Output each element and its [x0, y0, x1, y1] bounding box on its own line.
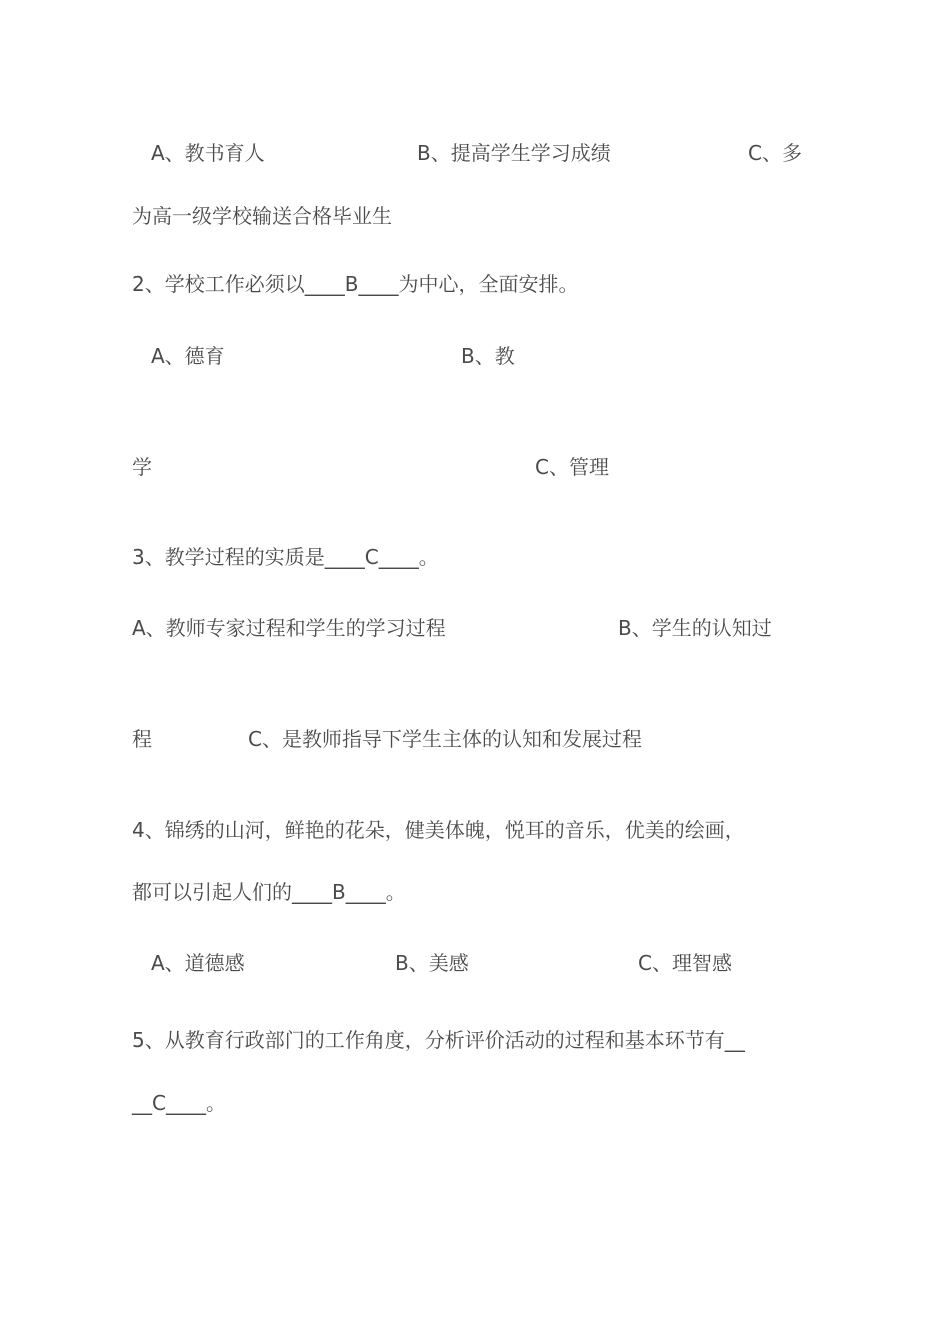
q4-option-c: C、理智感 — [638, 951, 732, 975]
q2-option-b: B、教 — [461, 344, 515, 368]
q3-option-b-continued: 程 — [132, 727, 152, 751]
q1-option-c-continued: 为高一级学校输送合格毕业生 — [132, 204, 392, 228]
q4-option-a: A、道德感 — [151, 951, 245, 975]
question-5-stem-line-2: __C____。 — [132, 1091, 226, 1115]
question-4-stem-line-1: 4、锦绣的山河，鲜艳的花朵，健美体魄，悦耳的音乐，优美的绘画， — [132, 818, 745, 842]
q2-option-a: A、德育 — [151, 344, 225, 368]
q2-option-b-continued: 学 — [132, 455, 152, 479]
q1-option-c: C、多 — [748, 141, 802, 165]
q3-option-b: B、学生的认知过 — [618, 616, 772, 640]
question-4-stem-line-2: 都可以引起人们的____B____。 — [132, 880, 406, 904]
q3-option-a: A、教师专家过程和学生的学习过程 — [132, 616, 446, 640]
question-5-stem-line-1: 5、从教育行政部门的工作角度，分析评价活动的过程和基本环节有__ — [132, 1028, 745, 1052]
question-3-stem: 3、教学过程的实质是____C____。 — [132, 545, 439, 569]
q4-option-b: B、美感 — [395, 951, 469, 975]
q1-option-a: A、教书育人 — [151, 141, 265, 165]
q3-option-c: C、是教师指导下学生主体的认知和发展过程 — [248, 727, 642, 751]
q1-option-b: B、提高学生学习成绩 — [417, 141, 611, 165]
question-2-stem: 2、学校工作必须以____B____为中心，全面安排。 — [132, 272, 579, 296]
q2-option-c: C、管理 — [535, 455, 609, 479]
